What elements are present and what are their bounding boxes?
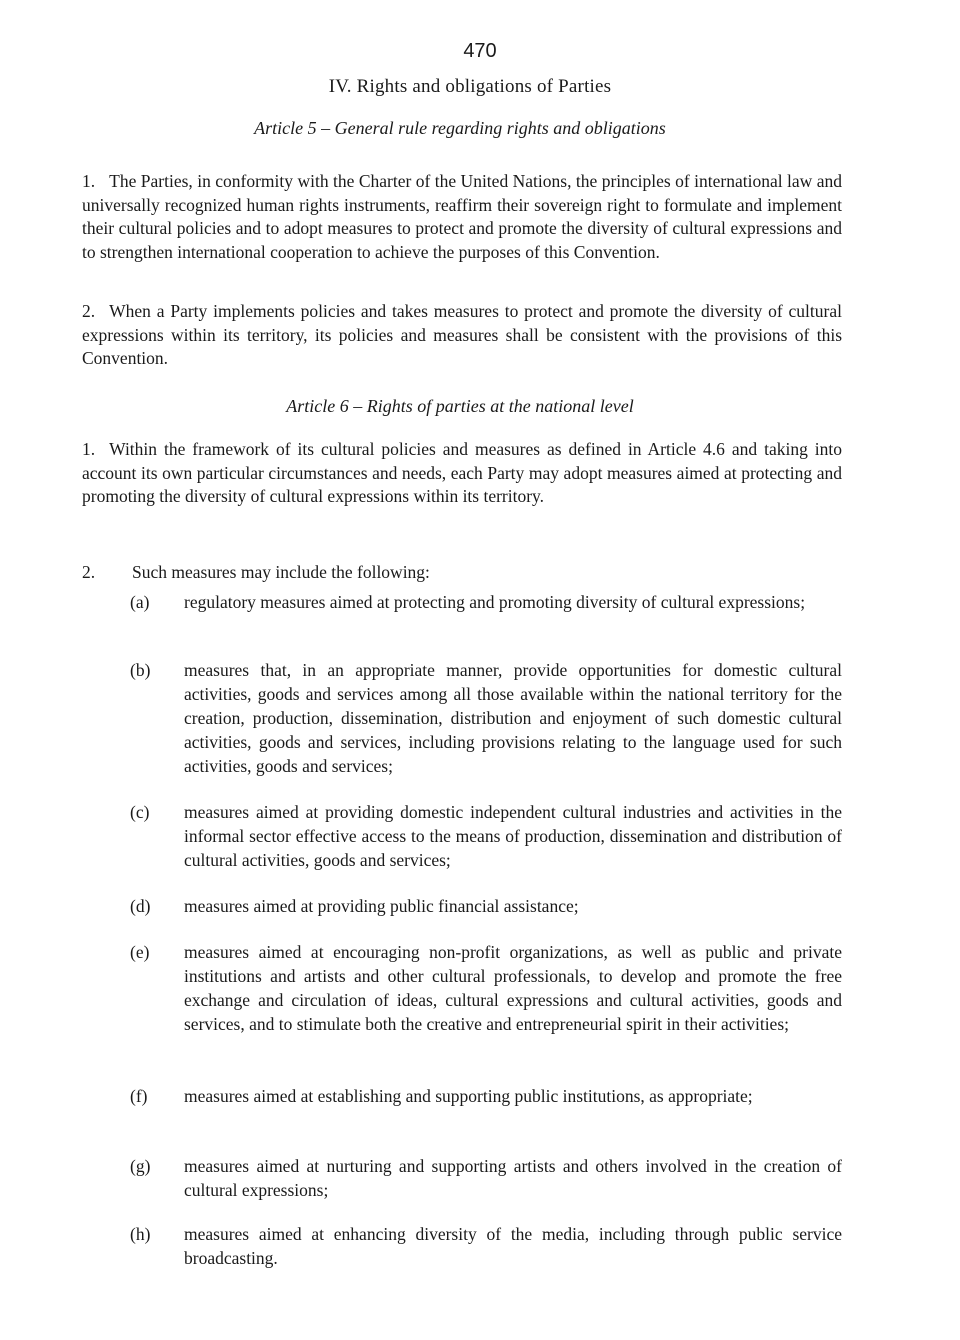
paragraph-text: The Parties, in conformity with the Charter of the United Nations, the principles of international law and universally recognized human rights instruments, reaffirm their sovereign right to formulate and implement their cultural policies and to adopt measures to protect and promote the diversity of cultural expressions and to strengthen international cooperation to achieve the purposes of this Convention. [82, 171, 842, 262]
list-item-text: measures aimed at establishing and supporting public institutions, as appropriate; [184, 1086, 753, 1106]
list-item-text: regulatory measures aimed at protecting and promoting diversity of cultural expressions; [184, 592, 806, 612]
article-6-paragraph-2 [82, 560, 842, 584]
list-item-label: (e) [130, 942, 150, 962]
list-item-label: (d) [130, 896, 151, 916]
paragraph-text: Such measures may include the following: [132, 562, 430, 582]
article-6-paragraph-1 [82, 438, 842, 509]
list-item-label: (f) [130, 1086, 148, 1106]
list-item-label: (b) [130, 660, 151, 680]
list-item-text: measures aimed at nurturing and supporting artists and others involved in the creation of cultural expressions; [184, 1156, 842, 1200]
article-5-paragraph-2 [82, 300, 842, 371]
list-item-label: (h) [130, 1224, 151, 1244]
list-item-text: measures aimed at providing public financial assistance; [184, 896, 579, 916]
page-number: 470 [463, 40, 497, 62]
list-item-label: (c) [130, 802, 150, 822]
article-5-title: Article 5 – General rule regarding rights and obligations [254, 118, 666, 138]
paragraph-number: 1. [82, 171, 96, 191]
paragraph-text: When a Party implements policies and takes measures to protect and promote the diversity of cultural expressions within its territory, its policies and measures shall be consistent with the provisions of this Convention. [82, 301, 842, 368]
list-item-text: measures aimed at enhancing diversity of the media, including through public service broadcasting. [184, 1224, 842, 1268]
list-item-text: measures that, in an appropriate manner, provide opportunities for domestic cultural activities, goods and services among all those available within the national territory for the creation, production, dissemination, distribution and enjoyment of such domestic cultural activities, goods and services, including provisions relating to the language used for such activities, goods and services; [184, 660, 842, 776]
list-item-label: (a) [130, 592, 150, 612]
paragraph-number: 2. [82, 301, 96, 321]
paragraph-number: 1. [82, 439, 96, 459]
section-heading: IV. Rights and obligations of Parties [328, 76, 612, 97]
article-5-paragraph-1 [82, 170, 842, 264]
list-item-text: measures aimed at providing domestic independent cultural industries and activities in the informal sector effective access to the means of production, dissemination and distribution of cultural activities, goods and services; [184, 802, 842, 870]
paragraph-number: 2. [82, 562, 96, 582]
article-6-title: Article 6 – Rights of parties at the national level [286, 396, 634, 416]
list-item-text: measures aimed at encouraging non-profit organizations, as well as public and private institutions and artists and other cultural professionals, to develop and promote the free exchange and circulation of ideas, cultural expressions and cultural activities, goods and services, and to stimulate both the creative and entrepreneurial spirit in their activities; [184, 942, 842, 1034]
list-item-label: (g) [130, 1156, 151, 1176]
paragraph-text: Within the framework of its cultural policies and measures as defined in Article 4.6 and taking into account its own particular circumstances and needs, each Party may adopt measures aimed at protecting and promoting the diversity of cultural expressions within its territory. [82, 439, 842, 506]
